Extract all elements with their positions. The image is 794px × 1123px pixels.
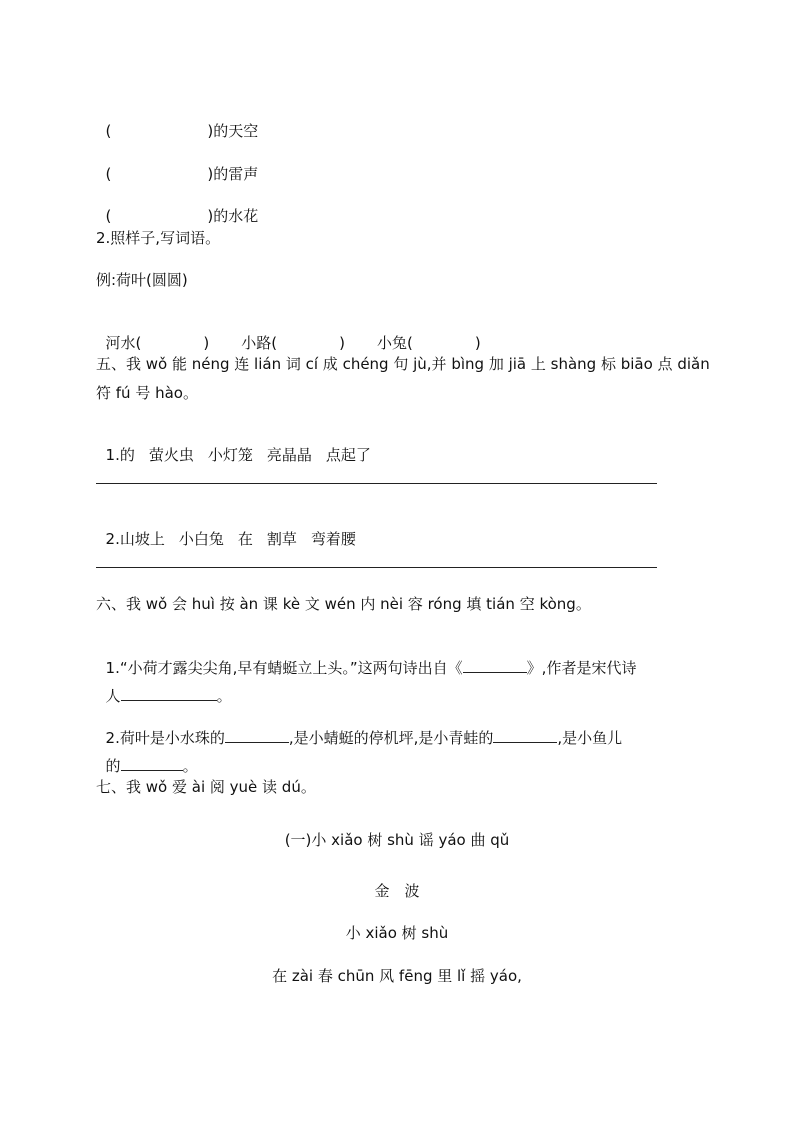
item-river: 河水( <box>105 334 142 352</box>
word: 亮晶晶 <box>266 446 312 464</box>
section5-q2 <box>96 509 370 549</box>
answer-blank[interactable] <box>225 727 289 743</box>
q2-items <box>96 313 481 353</box>
section6-q2-line2 <box>96 735 198 776</box>
section5-title-line1: 五、我 wǒ 能 néng 连 lián 词 cí 成 chéng 句 jù,并 bìng 加 jiā 上 shàng 标 biāo 点 diǎn <box>96 355 710 373</box>
answer-blank[interactable] <box>463 657 527 673</box>
poem-author: 金 波 <box>374 882 420 900</box>
q2-text: ,是小蜻蜓的停机坪,是小青蛙的 <box>288 729 494 747</box>
word: 割草 <box>266 530 297 548</box>
open-paren: ( <box>105 165 112 183</box>
phrase-line-splash <box>96 186 258 226</box>
word: 萤火虫 <box>148 446 194 464</box>
word: 在 <box>237 530 253 548</box>
word: 小白兔 <box>178 530 224 548</box>
q2-text: 的 <box>105 757 121 775</box>
phrase-line-sky <box>96 101 258 141</box>
q2-label: 2.山坡上 <box>105 530 165 548</box>
open-paren: ( <box>105 207 112 225</box>
phrase-suffix: )的水花 <box>207 207 259 225</box>
word: 点起了 <box>325 446 371 464</box>
q1-text: 。 <box>216 687 232 705</box>
answer-line[interactable] <box>96 483 657 484</box>
poem-title: (一)小 xiǎo 树 shù 谣 yáo 曲 qǔ <box>284 831 510 849</box>
poem-line-1: 小 xiǎo 树 shù <box>345 924 449 942</box>
q1-text: 》,作者是宋代诗 <box>526 659 637 677</box>
q1-label: 1.的 <box>105 446 135 464</box>
answer-blank[interactable] <box>121 685 217 701</box>
answer-blank[interactable] <box>277 333 339 348</box>
poem-line-2: 在 zài 春 chūn 风 fēng 里 lǐ 摇 yáo, <box>272 967 522 985</box>
word: 弯着腰 <box>310 530 356 548</box>
answer-blank[interactable] <box>111 121 207 136</box>
close-paren: ) <box>339 334 345 352</box>
q2-example: 例:荷叶(圆圆) <box>96 271 188 289</box>
close-paren: ) <box>474 334 481 352</box>
phrase-line-thunder <box>96 144 258 184</box>
phrase-suffix: )的雷声 <box>207 165 259 183</box>
q2-text: ,是小鱼儿 <box>557 729 623 747</box>
item-road: 小路( <box>241 334 278 352</box>
section7-title: 七、我 wǒ 爱 ài 阅 yuè 读 dú。 <box>96 778 316 796</box>
open-paren: ( <box>105 122 112 140</box>
answer-blank[interactable] <box>493 727 557 743</box>
section6-q1-line2 <box>96 665 232 706</box>
answer-blank[interactable] <box>111 164 207 179</box>
q2-title: 2.照样子,写词语。 <box>96 229 221 247</box>
q2-text: 。 <box>182 757 198 775</box>
answer-blank[interactable] <box>141 333 203 348</box>
section6-title: 六、我 wǒ 会 huì 按 àn 课 kè 文 wén 内 nèi 容 róng 填 tián 空 kòng。 <box>96 595 591 613</box>
word: 小灯笼 <box>207 446 253 464</box>
close-paren: ) <box>203 334 210 352</box>
answer-blank[interactable] <box>111 206 207 221</box>
q1-text: 人 <box>105 687 121 705</box>
answer-blank[interactable] <box>413 333 475 348</box>
answer-blank[interactable] <box>121 755 183 771</box>
section5-q1 <box>96 425 385 465</box>
item-rabbit: 小兔( <box>376 334 413 352</box>
answer-line[interactable] <box>96 567 657 568</box>
section5-title-line2: 符 fú 号 hào。 <box>96 384 198 402</box>
phrase-suffix: )的天空 <box>207 122 259 140</box>
q1-text: 1.“小荷才露尖尖角,早有蜻蜓立上头。”这两句诗出自《 <box>105 659 463 677</box>
q2-text: 2.荷叶是小水珠的 <box>105 729 225 747</box>
